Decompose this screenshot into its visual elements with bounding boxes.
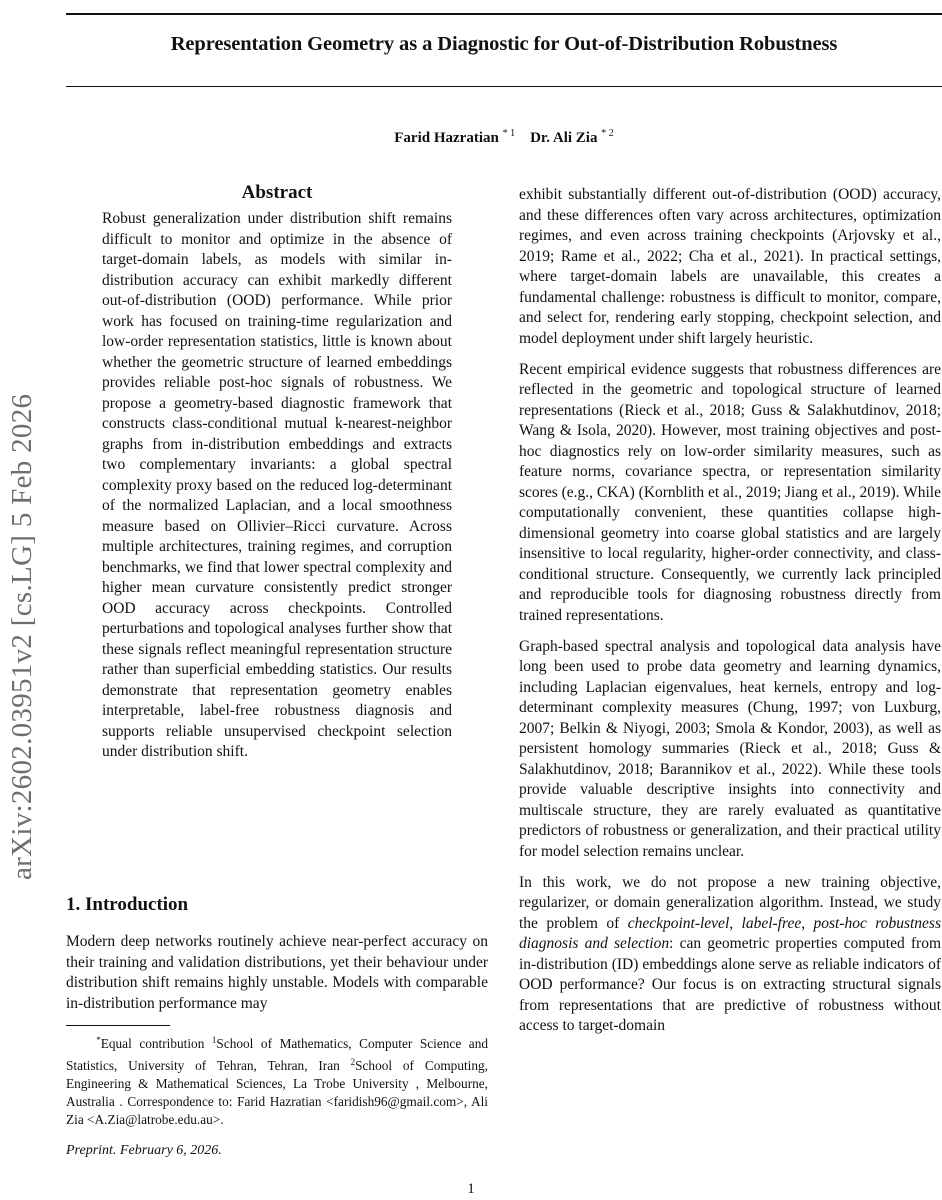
author-affiliation-marks: * 1	[502, 128, 516, 139]
affiliation-footnote	[66, 1031, 488, 1129]
author-name: Dr. Ali Zia	[530, 130, 598, 146]
footnote-rule	[66, 1025, 170, 1026]
author-name: Farid Hazratian	[394, 130, 499, 146]
introduction-text-left: Modern deep networks routinely achieve near-perfect accuracy on their training and validation distributions, yet their behaviour under distribution shift remains highly unstable. Models with comparable in-distribution performance may	[66, 933, 488, 1012]
paragraph-text: In this work, we do not propose a new training objective, regularizer, or domain generalization algorithm. Instead, we study the problem of	[519, 873, 941, 932]
footnote-mark: *	[96, 1035, 101, 1045]
title-bottom-rule	[66, 86, 942, 87]
body-paragraph-contribution	[519, 873, 941, 1037]
footnote-mark: 2	[350, 1057, 356, 1067]
title-top-rule	[66, 13, 942, 15]
footnote-text: Equal contribution	[100, 1036, 212, 1051]
footnote-text: School of Computing, Engineering & Mathematical Sciences, La Trobe University , Melbourne, Australia . Correspondence to: Farid Hazratian <faridish96@gmail.com>, Ali Zia <A.Zia@latrobe.edu.au>.	[66, 1058, 488, 1127]
author-list	[66, 124, 942, 148]
footnote-mark: 1	[211, 1035, 217, 1045]
author-affiliation-marks: * 2	[601, 128, 614, 139]
abstract-text: Robust generalization under distribution shift remains difficult to monitor and optimize in the absence of target-domain labels, as models with similar in-distribution accuracy can exhibit markedly different out-of-distribution (OOD) performance. While prior work has focused on training-time regularization and low-order representation statistics, little is known about whether the geometric structure of learned embeddings provides reliable post-hoc signals of robustness. We propose a geometry-based diagnostic framework that constructs class-conditional mutual k-nearest-neighbor graphs from in-distribution embeddings and extracts two complementary invariants: a global spectral complexity proxy based on the reduced log-determinant of the normalized Laplacian, and a local smoothness measure based on Ollivier–Ricci curvature. Across multiple architectures, training regimes, and corruption benchmarks, we find that lower spectral complexity and higher mean curvature consistently predict stronger OOD accuracy across checkpoints. Controlled perturbations and topological analyses further show that these signals reflect meaningful representation structure rather than superficial embedding statistics. Our results demonstrate that representation geometry enables interpretable, label-free robustness diagnosis and supports reliable unsupervised checkpoint selection under distribution shift.	[102, 210, 452, 760]
paragraph-text: : can geometric properties computed from in-distribution (ID) embeddings alone serve as reliable indicators of OOD performance? Our focus is on extracting structural signals from representations that are predictive of robustness without access to target-domain	[519, 935, 941, 1034]
arxiv-sidebar-stamp: arXiv:2602.03951v2 [cs.LG] 5 Feb 2026	[6, 393, 38, 880]
paper-title: Representation Geometry as a Diagnostic for Out-of-Distribution Robustness	[170, 33, 838, 55]
body-paragraph: exhibit substantially different out-of-distribution (OOD) accuracy, and these differences often vary across architectures, optimization regimes, and even across training checkpoints (Arjovsky et al., 2019; Rame et al., 2022; Cha et al., 2021). In practical settings, where target-domain labels are unavailable, this creates a fundamental challenge: robustness is difficult to monitor, compare, and select for, rendering early stopping, checkpoint selection, and model deployment under shift largely heuristic.	[519, 186, 941, 347]
right-column	[519, 185, 941, 1047]
body-paragraph: Recent empirical evidence suggests that robustness differences are reflected in the geometric and topological structure of learned representations (Rieck et al., 2018; Guss & Salakhutdinov, 2018; Wang & Isola, 2020). However, most training objectives and post-hoc diagnostics rely on low-order similarity measures, such as feature norms, covariance spectra, or representation similarity scores (e.g., CKA) (Kornblith et al., 2019; Jiang et al., 2019). While computationally convenient, these quantities collapse high-dimensional geometry into coarse global statistics and are largely insensitive to local regularity, higher-order connectivity, and class-conditional structure. Consequently, we currently lack principled and reproducible tools for diagnosing robustness directly from trained representations.	[519, 360, 941, 624]
abstract-heading: Abstract	[241, 182, 313, 203]
section-heading-introduction: 1. Introduction	[66, 894, 189, 915]
body-paragraph: Graph-based spectral analysis and topological data analysis have long been used to probe data geometry and learning dynamics, including Laplacian eigenvalues, heat kernels, entropy and log-determinant complexity measures (Chung, 1997; von Luxburg, 2007; Belkin & Niyogi, 2003; Smola & Kondor, 2003), as well as persistent homology summaries (Rieck et al., 2018; Guss & Salakhutdinov, 2018; Barannikov et al., 2022). While these tools provide valuable descriptive insights into connectivity and multiscale structure, they are rarely evaluated as quantitative predictors of robustness or generalization, and their practical utility for model selection remains unclear.	[519, 637, 941, 860]
page-number: 1	[467, 1181, 475, 1197]
emphasized-phrase: checkpoint-level, label-free, post-hoc robustness diagnosis and selection	[519, 914, 941, 952]
preprint-note: Preprint. February 6, 2026.	[66, 1143, 222, 1158]
footnote-text: School of Mathematics, Computer Science and Statistics, University of Tehran, Tehran, Iran	[66, 1036, 488, 1073]
